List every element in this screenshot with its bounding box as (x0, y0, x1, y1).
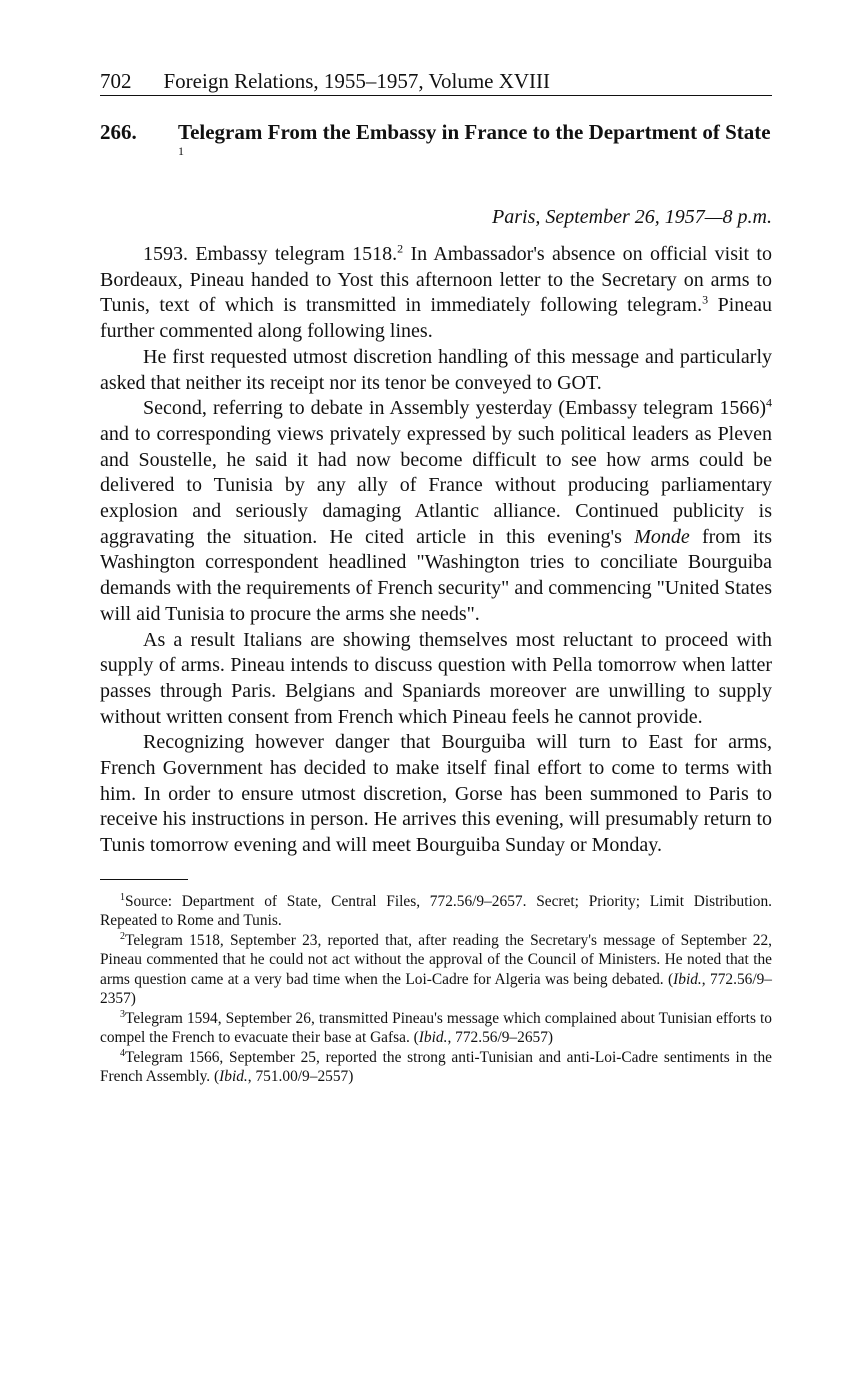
paragraph-1-text-b: In Ambassador's absence on official visit to Bordeaux, Pineau handed to Yost this afternoon letter to the Secretary on arms to Tunis, text of which is transmitted in immediately following telegram. (100, 243, 772, 317)
paragraph-1-text-c: Pineau further commented along following lines. (100, 294, 773, 343)
document-heading (100, 120, 772, 168)
footnote-2-ibid: Ibid. (673, 970, 702, 988)
footnote-4 (100, 1048, 772, 1087)
footnote-4-text-a: Telegram 1566, September 25, reported the strong anti-Tunisian and anti-Loi-Cadre sentiments in the French Assembly. ( (100, 1048, 772, 1086)
telegram-body (100, 242, 772, 859)
footnote-3-ibid: Ibid. (418, 1029, 448, 1047)
footnote-2-number: 2 (120, 930, 125, 942)
footnote-3 (100, 1009, 772, 1048)
footnote-ref-3[interactable]: 3 (702, 292, 709, 307)
footnote-2 (100, 931, 772, 1009)
footnote-ref-4[interactable]: 4 (766, 395, 772, 410)
paragraph-5: Recognizing however danger that Bourguiba will turn to East for arms, French Government has decided to make itself final effort to come to terms with him. In order to ensure utmost discretion, Gorse has been summoned to Paris to receive his instructions in person. He arrives this evening, will presumably return to Tunis tomorrow evening and will meet Bourguiba Sunday or Monday. (100, 731, 772, 857)
paragraph-2: He first requested utmost discretion handling of this message and particularly asked that neither its receipt nor its tenor be conveyed to GOT. (100, 345, 772, 394)
page-number: 702 (100, 69, 132, 93)
document-page (100, 68, 772, 1087)
footnote-4-number: 4 (120, 1047, 125, 1059)
running-title: Foreign Relations, 1955–1957, Volume XVIII (163, 69, 551, 93)
paragraph-3-text-b: and to corresponding views privately expressed by such political leaders as Pleven and Soustelle, he said it had now become difficult to see how arms could be delivered to Tunisia by any ally of France without producing parliamentary explosion and seriously damaging Atlantic alliance. Continued publicity is aggravating the situation. He cited article in this evening's (100, 422, 772, 548)
paragraph-1 (100, 242, 772, 345)
footnote-1-text: Source: Department of State, Central Files, 772.56/9–2657. Secret; Priority; Limit Distribution. Repeated to Rome and Tunis. (100, 892, 772, 930)
footnote-4-text-b: , 751.00/9–2557) (247, 1068, 354, 1086)
paragraph-3-text-c: from its Washington correspondent headlined "Washington tries to conciliate Bourguiba demands with the requirements of French security" and commencing "United States will aid Tunisia to procure the arms she needs". (100, 525, 772, 625)
newspaper-title: Monde (634, 525, 690, 548)
footnote-2-text-b: , 772.56/9–2357) (100, 970, 773, 1008)
footnote-ref-1[interactable]: 1 (178, 144, 184, 158)
running-header (100, 68, 772, 96)
footnote-divider (100, 879, 188, 880)
document-number: 266. (100, 120, 137, 144)
footnote-3-text-b: , 772.56/9–2657) (447, 1029, 554, 1047)
dateline: Paris, September 26, 1957—8 p.m. (492, 206, 772, 228)
document-title (178, 120, 772, 168)
paragraph-3 (100, 396, 772, 627)
paragraph-4: As a result Italians are showing themselves most reluctant to proceed with supply of arms. Pineau intends to discuss question with Pella tomorrow when latter passes through Paris. Belgians and Spaniards moreover are unwilling to supply without written consent from French which Pineau feels he cannot provide. (100, 628, 772, 728)
footnote-4-ibid: Ibid. (219, 1068, 248, 1086)
footnote-ref-2[interactable]: 2 (397, 241, 404, 256)
paragraph-3-text-a: Second, referring to debate in Assembly yesterday (Embassy telegram 1566) (143, 397, 766, 420)
footnote-1-number: 1 (120, 891, 125, 903)
document-title-text: Telegram From the Embassy in France to the Department of State (178, 120, 771, 144)
footnotes (100, 892, 772, 1087)
footnote-1 (100, 892, 772, 931)
paragraph-1-text-a: 1593. Embassy telegram 1518. (143, 243, 398, 265)
footnote-2-text-a: Telegram 1518, September 23, reported that, after reading the Secretary's message of September 22, Pineau commented that he could not act without the approval of the Council of Ministers. He noted that the arms question came at a very bad time when the Loi-Cadre for Algeria was being debated. ( (100, 931, 772, 988)
footnote-3-number: 3 (120, 1008, 125, 1020)
footnote-3-text-a: Telegram 1594, September 26, transmitted Pineau's message which complained about Tunisian efforts to compel the French to evacuate their base at Gafsa. ( (100, 1009, 772, 1047)
